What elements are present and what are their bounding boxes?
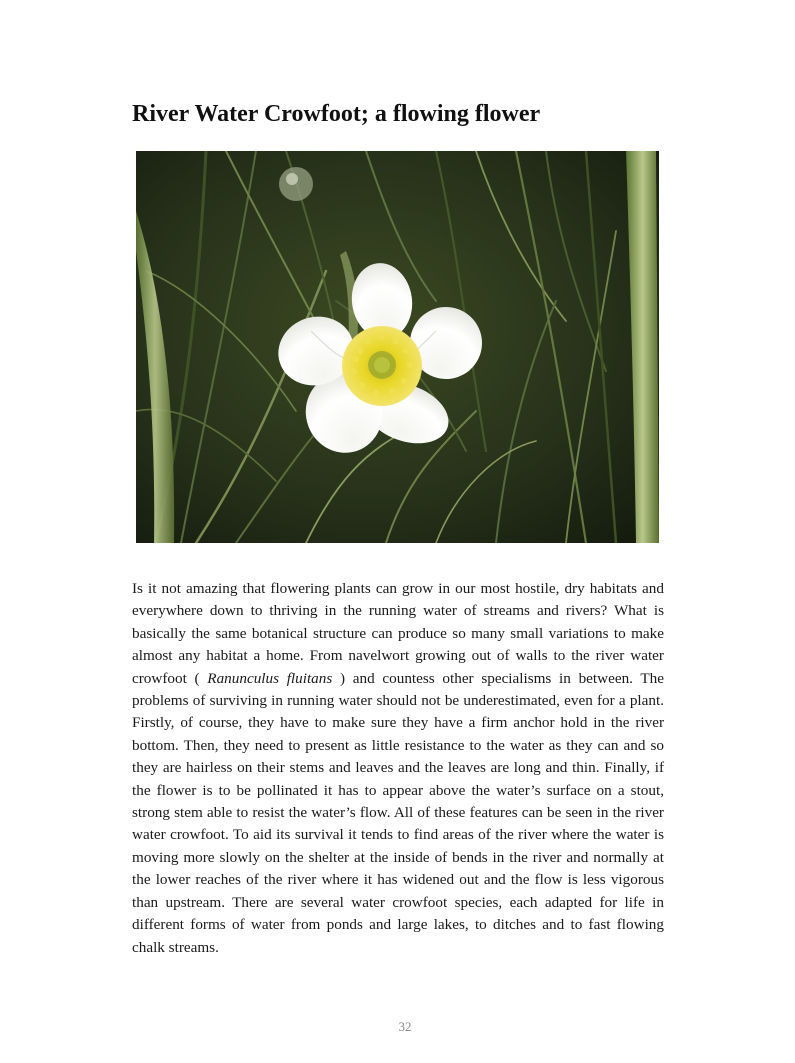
- page-number: 32: [398, 1019, 412, 1034]
- article-text-before-species: Is it not amazing that flowering plants can grow in our most hostile, dry habitats and everywhere down to thriving in the running water of streams and rivers? What is basically the same botanical structure can produce so many small variations to make almost any habitat a home. From navelwort growing out of walls to the river water crowfoot (: [132, 580, 664, 687]
- article-text-after-species: ) and countess other specialisms in between. The problems of surviving in running water should not be underestimated, even for a plant. Firstly, of course, they have to make sure they have a firm anchor hold in the river bottom. Then, they need to present as little resistance to the water as they can and so they are hairless on their stems and leaves and the leaves are long and thin. Finally, if the flower is to be pollinated it has to appear above the water’s surface on a stout, strong stem able to resist the water’s flow. All of these features can be seen in the river water crowfoot. To aid its survival it tends to find areas of the river where the water is moving more slowly on the shelter at the inside of bends in the river and normally at the lower reaches of the river where it has widened out and the flow is less vigorous than upstream. There are several water crowfoot species, each adapted for life in different forms of water from ponds and large lakes, to ditches and to fast flowing chalk streams.: [132, 669, 665, 956]
- page-title: River Water Crowfoot; a flowing flower: [132, 101, 541, 127]
- article-body: [132, 578, 664, 959]
- species-name: Ranunculus fluitans: [207, 669, 333, 687]
- water-crowfoot-flower-photo: [136, 151, 659, 543]
- water-bubble: [279, 167, 313, 201]
- flower-photo-illustration: [136, 151, 659, 543]
